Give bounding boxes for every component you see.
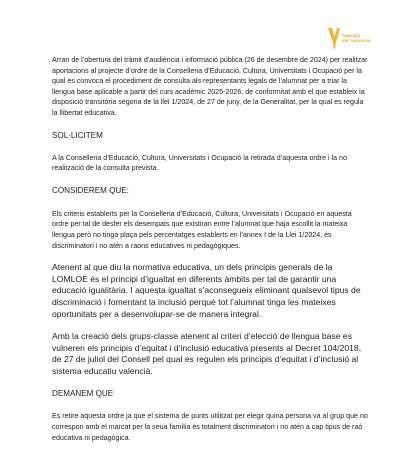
logo-text xyxy=(342,34,371,43)
document-body xyxy=(52,55,370,443)
considerem-paragraph-3: Amb la creació dels grups-classe atenent al criteri d’elecció de llengua base es vulneren els principis d’equitat i d’inclusió educativa presents al Decret 104/2018, de 27 de juliol del Consell pel qual es regulen els principis d’equitat i d’inclusió al sistema educatiu valencià. xyxy=(52,331,362,376)
sollicitem-paragraph: A la Conselleria d’Educació, Cultura, Universitats i Ocupació la retirada d’aquesta ordre i la no realització de la consulta prevista. xyxy=(52,153,347,173)
demanem-paragraph: Es retire aquesta ordre ja que el sistema de punts utilitzat per elegir quina persona va al grup que no correspon amb el marcat per la seua família és totalment discriminatori i no atén a cap tipus de raó educativa ni pedagògica. xyxy=(52,412,368,442)
considerem-paragraph-2: Atenent al que diu la normativa educativa, un dels principis generals de la LOMLOE és el principi d’igualtat en diferents àmbits per tal de garantir una educació igualitària. I aquesta igualtat s’aconsegueix eliminant qualsevol tipus de discriminació i fomentant la inclusió perquè tot l’alumnat tinga les mateixes oportunitats per a desenvolupar-se de manera integral. xyxy=(52,262,361,319)
demanem-heading: DEMANEM QUE xyxy=(52,389,114,399)
logo-line-2: PEL VALENCIÀ xyxy=(342,38,371,43)
logo xyxy=(327,26,387,52)
logo-v-mark-icon xyxy=(327,26,341,50)
considerem-heading: CONSIDEREM QUE: xyxy=(52,185,129,195)
considerem-paragraph-1: Els criteris establerts per la Conselleria d’Educació, Cultura, Universitats i Ocupació en aquesta ordre per tal de desfer els desempats que existiran entre l’alumnat que haja escollit la mateixa llengua però no tinga plaça pels percentatges establerts en l’annex I de la Llei 1/2024, és discriminatori i no atén a raons educatives ni pedagògiques. xyxy=(52,209,352,250)
sollicitem-heading: SOL·LICITEM xyxy=(52,130,103,140)
intro-paragraph: Arran de l’obertura del tràmit d’audiència i informació pública (26 de desembre de 2024) per realitzar aportacions al projecte d’ordre de la Conselleria d’Educació, Cultura, Universitats i Ocupació per la qual es convoca el procediment de consulta als representants legals de l’alumnat per a triar la llengua base aplicable a partir del curs acadèmic 2025-2026, de conformitat amb el que estableix la disposició transitòria segona de la llei 1/2024, de 27 de juny, de la Generalitat, per la qual es regula la llibertat educativa. xyxy=(52,56,368,117)
logo-line-1: FAMÍLIES xyxy=(342,34,361,38)
